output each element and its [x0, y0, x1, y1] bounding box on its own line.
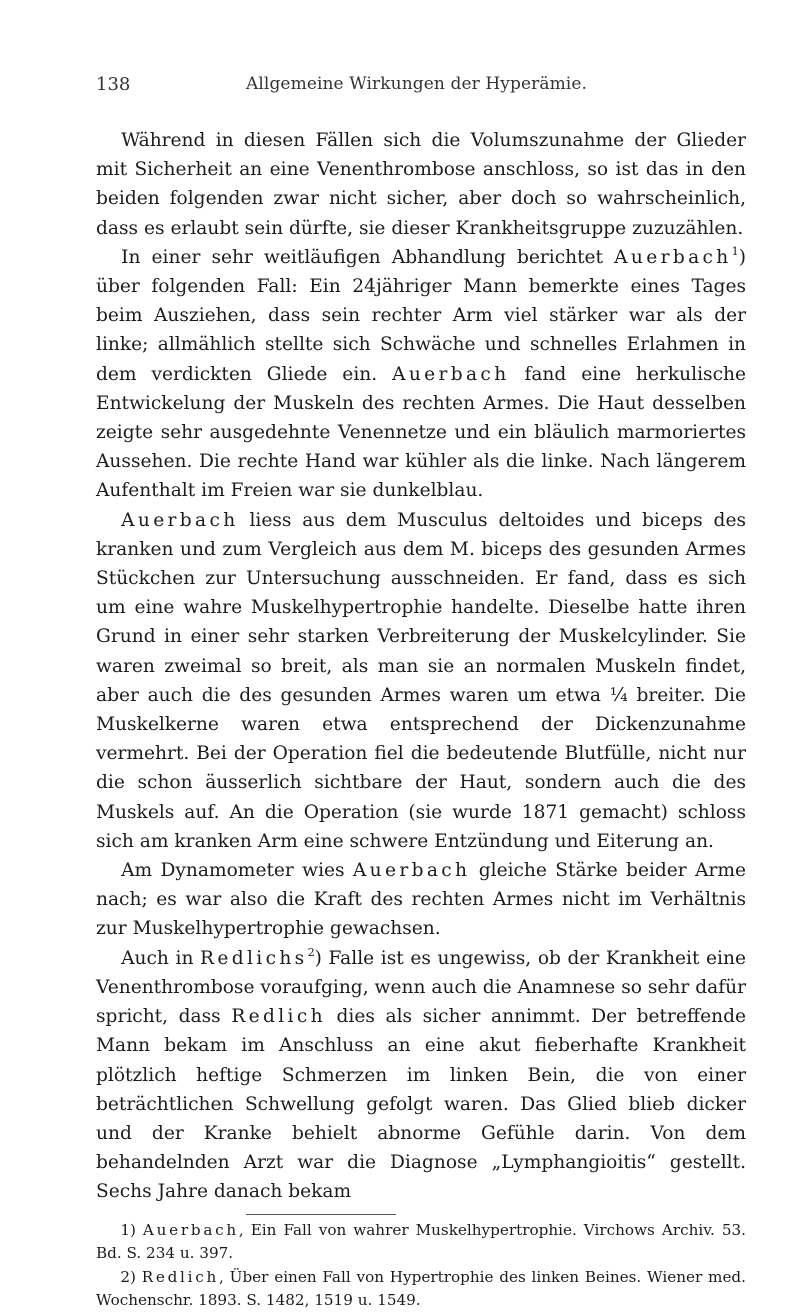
paragraph-1: Während in diesen Fällen sich die Volumszunahme der Glieder mit Sicherheit an eine Venenthrombose anschloss, so ist das in den beiden folgenden zwar nicht sicher, aber doch so wahrscheinlich, dass es erlaubt sein dürfte, sie dieser Krankheitsgruppe zuzuzählen.: [96, 130, 746, 239]
author-name-redlich: Redlichs: [200, 947, 308, 969]
footnote-ref-2[interactable]: 2: [307, 945, 315, 959]
text-run: In einer sehr weitläufigen Abhandlung berichtet: [121, 246, 615, 268]
author-name-auerbach: Auerbach: [352, 860, 471, 882]
paragraph-2: [96, 243, 746, 506]
paragraph-5: [96, 944, 746, 1207]
footnote-1: [96, 1219, 746, 1266]
page-content: [96, 70, 746, 1313]
text-run: fand eine herkulische Entwickelung der Muskeln des rechten Armes. Die Haut desselben zeigte sehr ausgedehnte Venennetze und ein bläulich marmoriertes Aussehen. Die rechte Hand war kühler als die linke. Nach längerem Aufenthalt im Freien war sie dunkelblau.: [96, 363, 746, 502]
footnote-ref-1[interactable]: 1: [731, 245, 739, 259]
author-name-auerbach: Auerbach: [614, 246, 732, 268]
footnote-author: Redlich: [141, 1267, 220, 1286]
footnote-marker: 1): [120, 1220, 143, 1239]
text-run: liess aus dem Musculus deltoides und biceps des kranken und zum Vergleich aus dem M. biceps des gesunden Armes Stückchen zur Untersuchung ausschneiden. Er fand, dass es sich um eine wahre Muskelhypertrophie handelte. Dieselbe hatte ihren Grund in einer sehr starken Verbreiterung der Muskelcylinder. Sie waren zweimal so breit, als man sie an normalen Muskeln findet, aber auch die des gesunden Armes waren um etwa ¼ breiter. Die Muskelkerne waren etwa entsprechend der Dickenzunahme vermehrt. Bei der Operation fiel die bedeutende Blutfülle, nicht nur die schon äusserlich sichtbare der Haut, sondern auch die des Muskels auf. An die Operation (sie wurde 1871 gemacht) schloss sich am kranken Arm eine schwere Entzündung und Eiterung an.: [96, 509, 746, 852]
paragraph-3: [96, 506, 746, 856]
footnote-citation: , Ein Fall von wahrer Muskelhypertrophie. Virchows Archiv. 53. Bd. S. 234 u. 397.: [96, 1220, 746, 1263]
author-name-redlich: Redlich: [231, 1006, 326, 1028]
text-run: Auch in: [121, 947, 201, 969]
paragraph-4: [96, 856, 746, 944]
text-run: gleiche Stärke beider Arme nach; es war also die Kraft des rechten Armes nicht im Verhältnis zur Muskelhypertrophie gewachsen.: [96, 860, 746, 940]
main-text: [96, 126, 746, 1207]
author-name-auerbach: Auerbach: [392, 363, 510, 385]
footnote-2: [96, 1266, 746, 1313]
text-run: Am Dynamometer wies: [121, 860, 353, 882]
footnote-author: Auerbach: [142, 1220, 239, 1239]
text-run: ) über folgenden Fall: Ein 24jähriger Mann bemerkte eines Tages beim Ausziehen, dass sein rechter Arm viel stärker war als der linke; allmählich stellte sich Schwäche und schnelles Erlahmen in dem verdickten Gliede ein.: [96, 246, 746, 385]
footnote-marker: 2): [120, 1267, 142, 1286]
running-title: Allgemeine Wirkungen der Hyperämie.: [246, 74, 587, 94]
page-number: 138: [96, 74, 131, 95]
text-run: ) Falle ist es ungewiss, ob der Krankheit eine Venenthrombose voraufging, wenn auch die Anamnese so sehr dafür spricht, dass: [96, 947, 746, 1028]
running-header: [96, 70, 746, 100]
footnote-divider: [246, 1214, 396, 1215]
footnotes: [96, 1219, 746, 1313]
text-run: dies als sicher annimmt. Der betreffende Mann bekam im Anschluss an eine akut fieberhafte Krankheit plötzlich heftige Schmerzen im linken Bein, die von einer beträchtlichen Schwellung gefolgt waren. Das Glied blieb dicker und der Kranke behielt abnorme Gefühle darin. Von dem behandelnden Arzt war die Diagnose „Lymphangioitis“ gestellt. Sechs Jahre danach bekam: [96, 1006, 746, 1203]
author-name-auerbach: Auerbach: [121, 509, 239, 531]
footnote-citation: , Über einen Fall von Hypertrophie des linken Beines. Wiener med. Wochenschr. 1893. S. 1482, 1519 u. 1549.: [96, 1267, 746, 1310]
